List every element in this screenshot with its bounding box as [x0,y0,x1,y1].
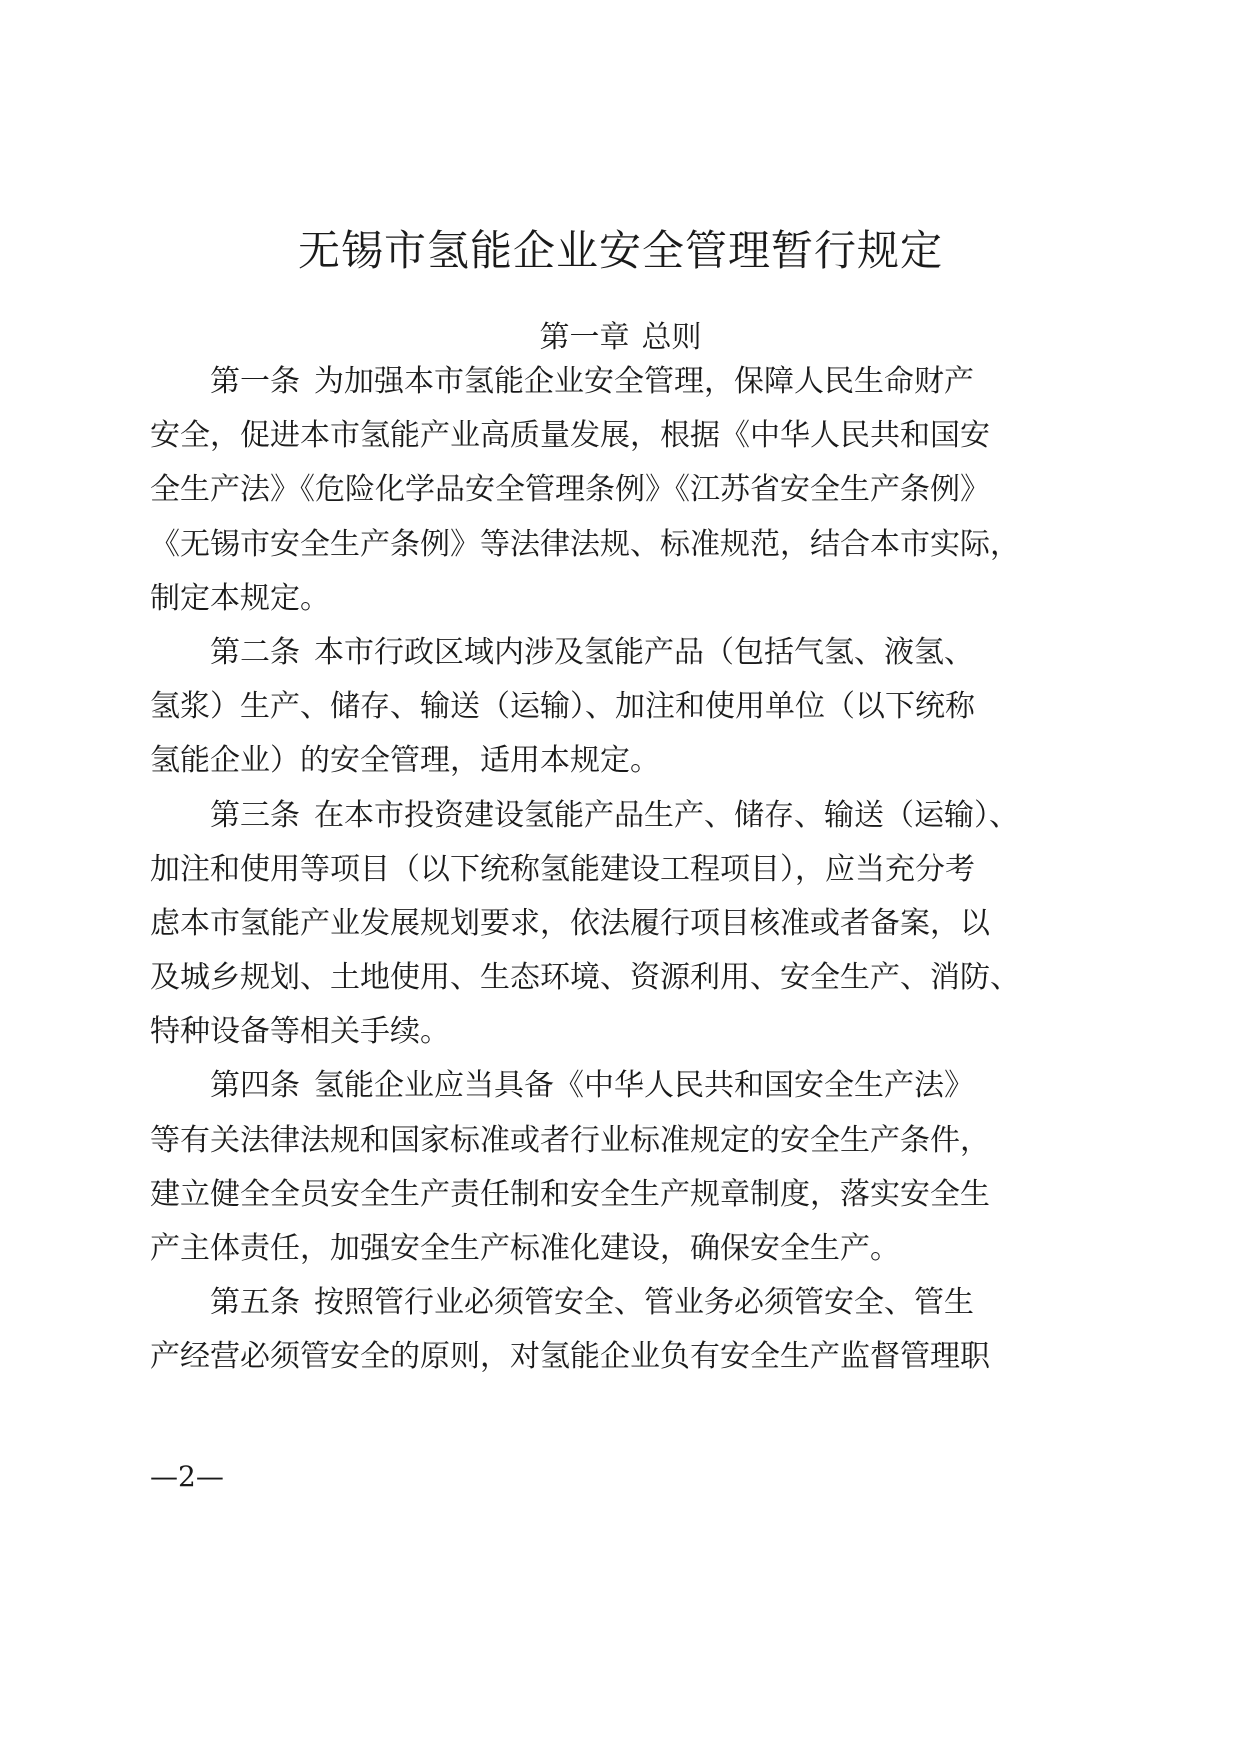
article-paragraph [150,1064,1010,1281]
line-text: 及城乡规划、土地使用、生态环境、资源利用、安全生产、消防、 [150,960,1020,996]
line-text: 等有关法律法规和国家标准或者行业标准规定的安全生产条件， [150,1122,990,1158]
paragraph-line [150,414,1010,468]
article-number: 第四条 [210,1068,300,1104]
line-text: 全生产法》《危险化学品安全管理条例》《江苏省安全生产条例》 [150,472,990,508]
paragraph-line [150,1173,1010,1227]
line-text: 产主体责任，加强安全生产标准化建设，确保安全生产。 [150,1231,900,1266]
paragraph-line [150,1010,1010,1064]
chapter-name: 总则 [641,320,702,355]
paragraph-line [150,360,1010,414]
line-text: 为加强本市氢能企业安全管理，保障人民生命财产 [314,364,974,399]
article-number: 第一条 [210,364,300,399]
paragraph-line [150,1335,1010,1389]
line-text: 安全，促进本市氢能产业高质量发展，根据《中华人民共和国安 [150,418,990,454]
paragraph-line [150,902,1010,956]
paragraph-line [150,848,1010,902]
paragraph-line [150,956,1020,1010]
article-paragraph [150,631,1010,794]
article-number: 第三条 [210,797,300,833]
line-text: 产经营必须管安全的原则，对氢能企业负有安全生产监督管理职 [150,1339,990,1375]
document-title: 无锡市氢能企业安全管理暂行规定 [297,226,943,275]
line-text: 氢浆）生产、储存、输送（运输）、加注和使用单位（以下统称 [150,689,975,725]
line-text: 《无锡市安全生产条例》等法律法规、标准规范，结合本市实际， [150,526,1020,562]
line-text: 建立健全全员安全生产责任制和安全生产规章制度，落实安全生 [150,1176,990,1212]
article-number: 第五条 [210,1285,300,1321]
paragraph-line [150,794,1019,848]
document-body [150,360,1020,1390]
article-number: 第二条 [210,634,300,670]
paragraph-line [150,577,1010,631]
article-paragraph [150,1281,1010,1389]
line-text: 制定本规定。 [150,580,330,616]
line-text: 氢能企业）的安全管理，适用本规定。 [150,743,660,779]
paragraph-line [150,523,1020,577]
paragraph-line [150,1227,1010,1281]
article-paragraph [150,360,1020,631]
line-text: 本市行政区域内涉及氢能产品（包括气氢、液氢、 [314,634,974,670]
line-text: 氢能企业应当具备《中华人民共和国安全生产法》 [314,1068,974,1104]
line-text: 在本市投资建设氢能产品生产、储存、输送（运输）、 [314,797,1019,833]
article-paragraph [150,794,1020,1065]
paragraph-line [150,1119,1010,1173]
line-text: 虑本市氢能产业发展规划要求，依法履行项目核准或者备案，以 [150,905,990,941]
paragraph-line [150,685,1010,739]
chapter-number: 第一章 [539,320,630,355]
chapter-heading [0,312,1241,356]
paragraph-line [150,468,1010,522]
paragraph-line [150,1064,1010,1118]
paragraph-line [150,631,1010,685]
paragraph-line [150,1281,1010,1335]
line-text: 特种设备等相关手续。 [150,1014,450,1050]
line-text: 加注和使用等项目（以下统称氢能建设工程项目），应当充分考 [150,851,975,887]
paragraph-line [150,739,1010,793]
line-text: 按照管行业必须管安全、管业务必须管安全、管生 [314,1285,974,1321]
page-number: —2— [150,1460,224,1493]
